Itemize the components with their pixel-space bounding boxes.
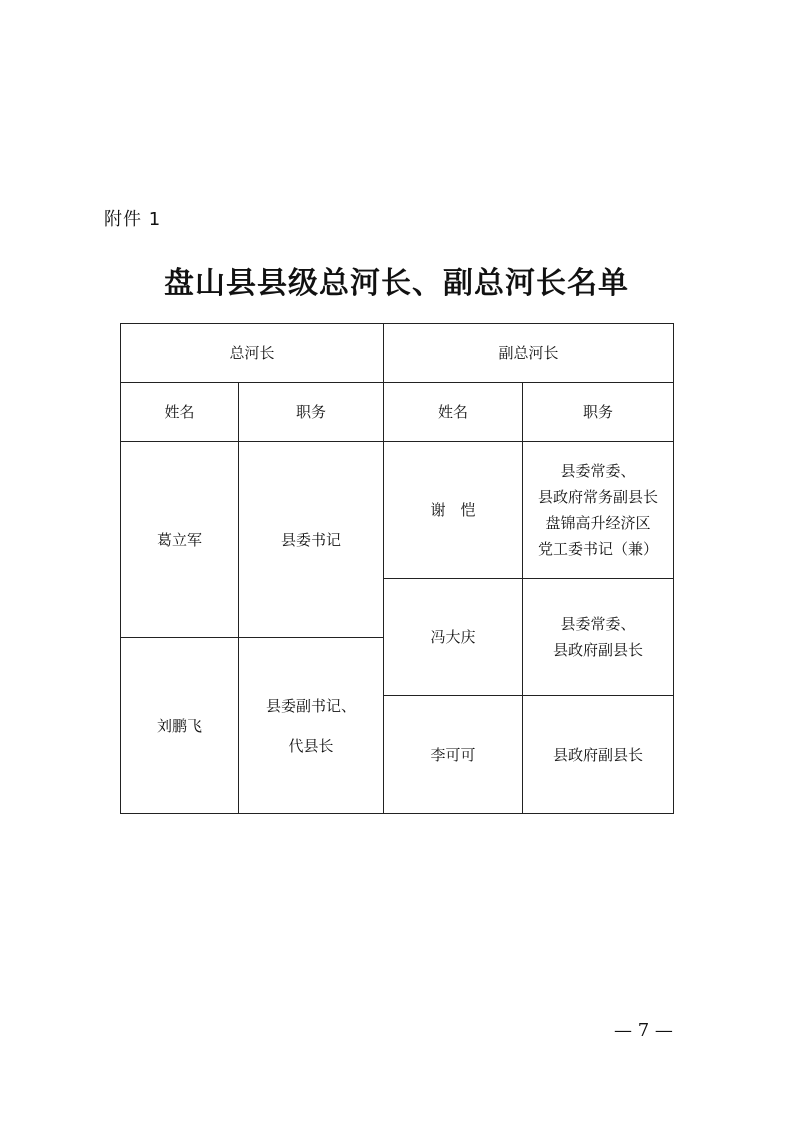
position-line: 县政府常务副县长 [538,488,659,506]
river-chief-table [120,323,674,814]
page-number: — 7 — [614,1020,673,1041]
deputy-name-cell: 冯大庆 [384,579,523,696]
header-deputy-position: 职务 [523,383,674,442]
column-header-row [121,383,674,442]
header-deputy: 副总河长 [384,324,674,383]
group-header-row [121,324,674,383]
position-line: 县政府副县长 [553,641,644,659]
header-chief-position: 职务 [239,383,384,442]
document-title: 盘山县县级总河长、副总河长名单 [164,266,629,301]
header-chief: 总河长 [121,324,384,383]
chief-position-cell [239,638,384,814]
position-line: 县委书记 [281,530,342,549]
position-line: 县政府副县长 [553,745,644,764]
table-row [121,442,674,579]
chief-name-cell: 葛立军 [121,442,239,638]
chief-position-cell [239,442,384,638]
attachment-label: 附件 1 [104,209,162,230]
position-line: 党工委书记（兼） [538,540,659,558]
header-chief-name: 姓名 [121,383,239,442]
position-line: 县委副书记、 [266,696,357,715]
deputy-name-cell: 李可可 [384,696,523,814]
position-line: 代县长 [288,736,334,755]
position-line: 县委常委、 [560,615,636,633]
position-line: 盘锦高升经济区 [545,514,651,532]
deputy-position-cell [523,442,674,579]
deputy-position-cell [523,579,674,696]
position-line: 县委常委、 [560,462,636,480]
deputy-position-cell [523,696,674,814]
header-deputy-name: 姓名 [384,383,523,442]
chief-name-cell: 刘鹏飞 [121,638,239,814]
deputy-name-cell: 谢 恺 [384,442,523,579]
